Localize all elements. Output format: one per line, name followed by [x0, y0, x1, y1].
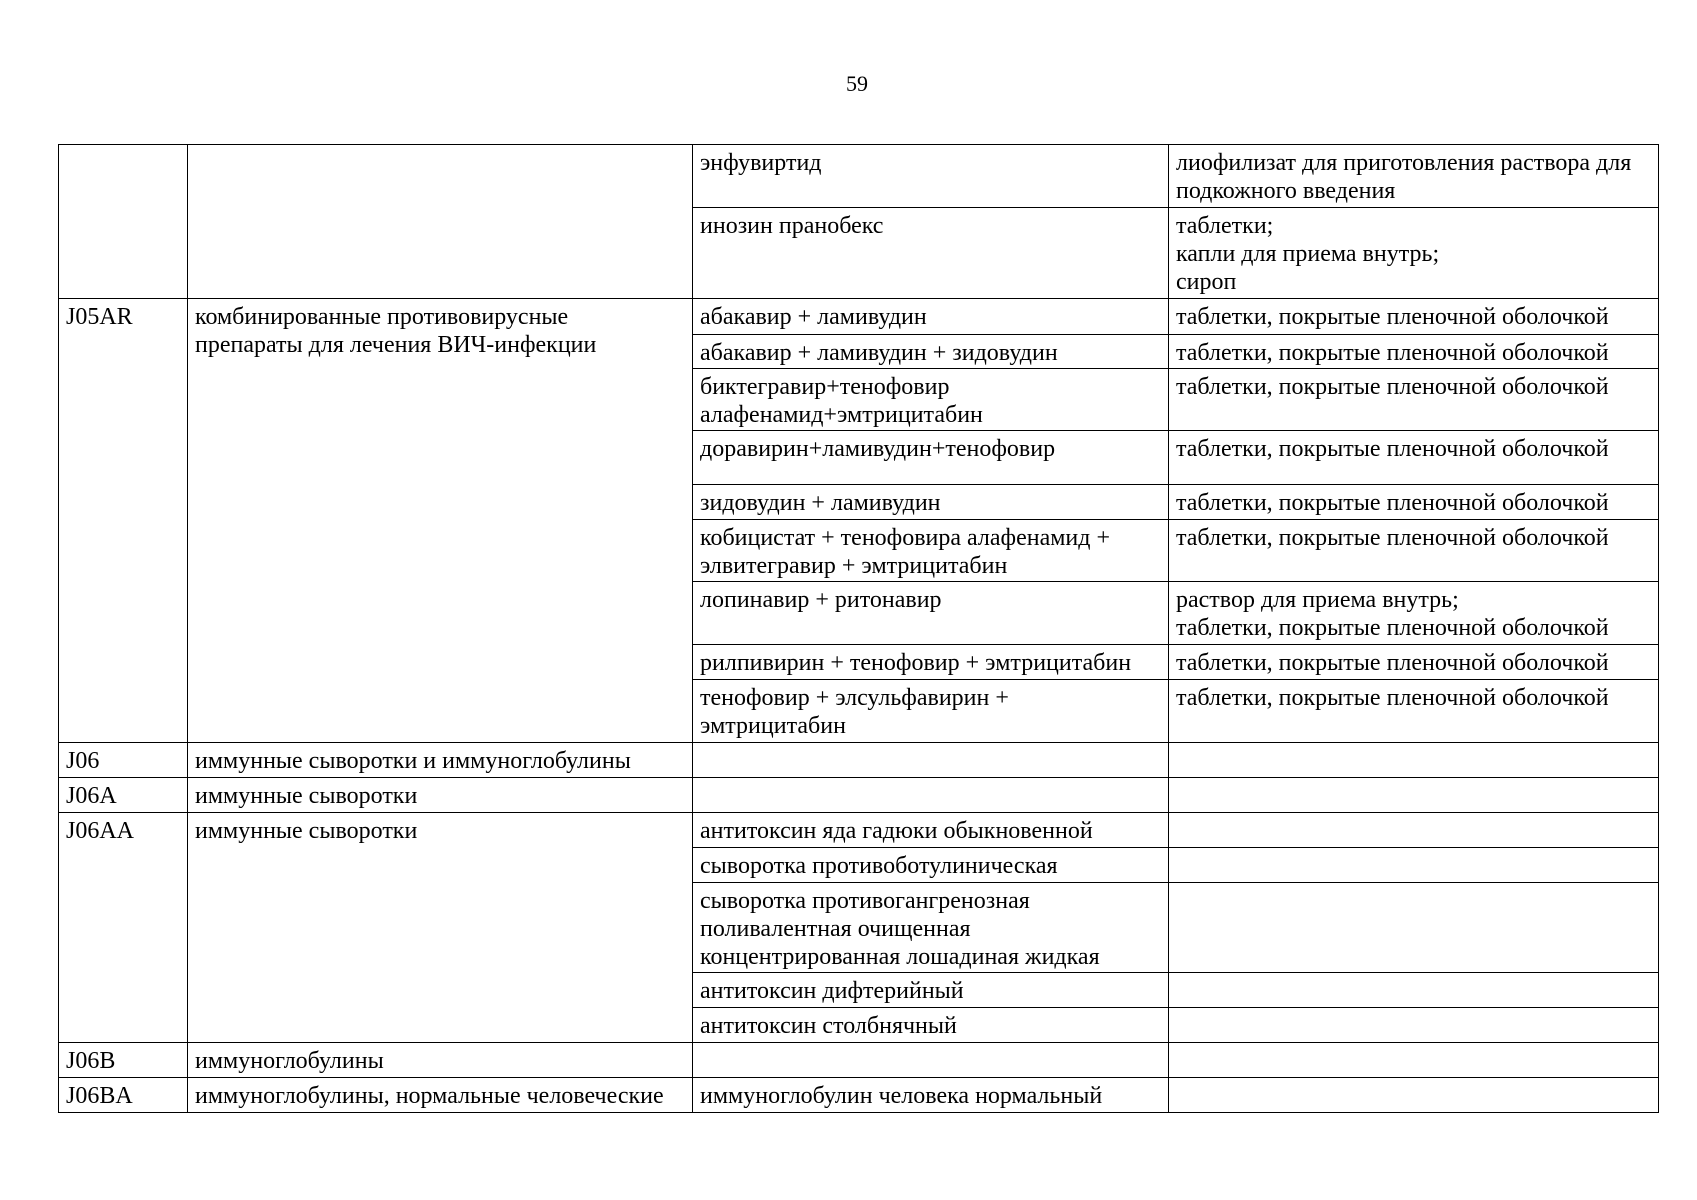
atc-code-cell	[59, 743, 188, 778]
drug-name: антитоксин дифтерийный	[700, 978, 964, 1004]
dosage-form: лиофилизат для приготовления раствора для	[1176, 150, 1632, 176]
atc-code: J06AA	[66, 818, 135, 844]
drug-cell	[693, 299, 1169, 335]
drug-name: зидовудин + ламивудин	[700, 490, 941, 516]
drug-name: иммуноглобулин человека нормальный	[700, 1083, 1103, 1109]
drug-name: абакавир + ламивудин + зидовудин	[700, 340, 1058, 366]
dosage-form-cell	[1169, 582, 1659, 645]
table-row	[59, 1078, 1659, 1113]
dosage-form: таблетки, покрытые пленочной оболочкой	[1176, 436, 1609, 462]
dosage-form: сироп	[1176, 269, 1237, 295]
drug-cell	[693, 778, 1169, 813]
drug-name: антитоксин яда гадюки обыкновенной	[700, 818, 1093, 844]
atc-code-cell	[59, 813, 188, 1043]
dosage-form-cell	[1169, 645, 1659, 680]
drug-name: сыворотка противоботулиническая	[700, 853, 1058, 879]
dosage-form: таблетки, покрытые пленочной оболочкой	[1176, 304, 1609, 330]
atc-code-cell	[59, 145, 188, 299]
drug-name: доравирин+ламивудин+тенофовир	[700, 436, 1056, 462]
drug-cell	[693, 680, 1169, 743]
drug-cell	[693, 582, 1169, 645]
drug-name: абакавир + ламивудин	[700, 304, 927, 330]
drug-cell	[693, 431, 1169, 485]
dosage-form: таблетки, покрытые пленочной оболочкой	[1176, 340, 1609, 366]
drug-cell	[693, 208, 1169, 299]
dosage-form: таблетки, покрытые пленочной оболочкой	[1176, 490, 1609, 516]
atc-code: J06B	[66, 1048, 116, 1074]
drug-name: тенофовир + элсульфавирин +	[700, 685, 1009, 711]
drug-name: концентрированная лошадиная жидкая	[700, 944, 1100, 970]
dosage-form-cell	[1169, 335, 1659, 369]
drug-name: эмтрицитабин	[700, 713, 846, 739]
atc-code: J06A	[66, 783, 117, 809]
group-name-cell	[188, 1078, 693, 1113]
group-name: комбинированные противовирусные	[195, 304, 569, 330]
drug-table	[58, 144, 1659, 1113]
dosage-form: капли для приема внутрь;	[1176, 241, 1440, 267]
drug-cell	[693, 848, 1169, 883]
dosage-form-cell	[1169, 369, 1659, 431]
dosage-form-cell	[1169, 431, 1659, 485]
group-name-cell	[188, 145, 693, 299]
drug-name: инозин пранобекс	[700, 213, 884, 239]
group-name: иммуноглобулины	[195, 1048, 384, 1074]
dosage-form-cell	[1169, 883, 1659, 973]
page-number: 59	[846, 71, 868, 96]
group-name: препараты для лечения ВИЧ-инфекции	[195, 332, 597, 358]
group-name: иммунные сыворотки	[195, 783, 418, 809]
dosage-form-cell	[1169, 208, 1659, 299]
group-name-cell	[188, 813, 693, 1043]
dosage-form: таблетки, покрытые пленочной оболочкой	[1176, 685, 1609, 711]
drug-cell	[693, 335, 1169, 369]
group-name: иммуноглобулины, нормальные человеческие	[195, 1083, 664, 1109]
drug-name: сыворотка противогангренозная	[700, 888, 1030, 914]
dosage-form: таблетки, покрытые пленочной оболочкой	[1176, 525, 1609, 551]
drug-cell	[693, 1043, 1169, 1078]
atc-code-cell	[59, 1078, 188, 1113]
atc-code-cell	[59, 299, 188, 743]
dosage-form-cell	[1169, 1008, 1659, 1043]
atc-code-cell	[59, 778, 188, 813]
dosage-form-cell	[1169, 299, 1659, 335]
dosage-form-cell	[1169, 1078, 1659, 1113]
dosage-form-cell	[1169, 485, 1659, 520]
table-row	[59, 145, 1659, 208]
drug-cell	[693, 1008, 1169, 1043]
drug-cell	[693, 743, 1169, 778]
atc-code: J06	[66, 748, 100, 774]
drug-name: элвитегравир + эмтрицитабин	[700, 553, 1008, 579]
dosage-form-cell	[1169, 680, 1659, 743]
dosage-form: раствор для приема внутрь;	[1176, 587, 1459, 613]
drug-name: антитоксин столбнячный	[700, 1013, 957, 1039]
group-name-cell	[188, 1043, 693, 1078]
drug-name: биктегравир+тенофовир	[700, 374, 950, 400]
dosage-form-cell	[1169, 848, 1659, 883]
drug-cell	[693, 1078, 1169, 1113]
table-row	[59, 1043, 1659, 1078]
atc-code: J06BA	[66, 1083, 133, 1109]
drug-cell	[693, 520, 1169, 582]
dosage-form-cell	[1169, 778, 1659, 813]
dosage-form: таблетки, покрытые пленочной оболочкой	[1176, 650, 1609, 676]
atc-code: J05AR	[66, 304, 133, 330]
drug-name: кобицистат + тенофовира алафенамид +	[700, 525, 1111, 551]
group-name: иммунные сыворотки и иммуноглобулины	[195, 748, 631, 774]
drug-name: алафенамид+эмтрицитабин	[700, 402, 983, 428]
group-name-cell	[188, 743, 693, 778]
atc-code-cell	[59, 1043, 188, 1078]
drug-cell	[693, 973, 1169, 1008]
dosage-form: таблетки, покрытые пленочной оболочкой	[1176, 615, 1609, 641]
dosage-form-cell	[1169, 813, 1659, 848]
dosage-form: подкожного введения	[1176, 178, 1396, 204]
drug-name: лопинавир + ритонавир	[700, 587, 942, 613]
group-name: иммунные сыворотки	[195, 818, 418, 844]
drug-cell	[693, 645, 1169, 680]
drug-name: энфувиртид	[700, 150, 822, 176]
table-row	[59, 743, 1659, 778]
table-row	[59, 299, 1659, 335]
drug-name: поливалентная очищенная	[700, 916, 971, 942]
dosage-form: таблетки;	[1176, 213, 1274, 239]
drug-cell	[693, 883, 1169, 973]
drug-name: рилпивирин + тенофовир + эмтрицитабин	[700, 650, 1132, 676]
drug-cell	[693, 145, 1169, 208]
dosage-form: таблетки, покрытые пленочной оболочкой	[1176, 374, 1609, 400]
dosage-form-cell	[1169, 973, 1659, 1008]
group-name-cell	[188, 778, 693, 813]
drug-cell	[693, 813, 1169, 848]
group-name-cell	[188, 299, 693, 743]
table-row	[59, 778, 1659, 813]
dosage-form-cell	[1169, 520, 1659, 582]
table-row	[59, 813, 1659, 848]
dosage-form-cell	[1169, 1043, 1659, 1078]
drug-cell	[693, 485, 1169, 520]
dosage-form-cell	[1169, 743, 1659, 778]
drug-cell	[693, 369, 1169, 431]
dosage-form-cell	[1169, 145, 1659, 208]
